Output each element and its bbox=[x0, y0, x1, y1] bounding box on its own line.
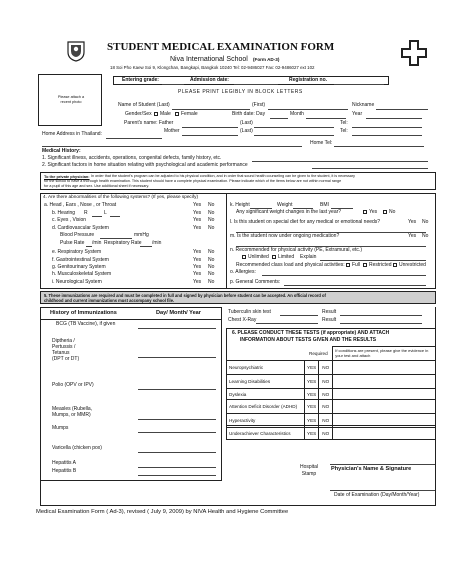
limited-checkbox[interactable] bbox=[272, 255, 276, 259]
unlimited-label: Unlimited bbox=[248, 254, 269, 260]
medical-history-line-2: 2. Significant factors in home situation relating with psychological and academic performance bbox=[42, 162, 248, 168]
system-item-8: f. Gastrointestinal System bbox=[52, 257, 109, 263]
system-item-2: c. Eyes , Vision bbox=[52, 217, 87, 223]
medical-history-line-1: 1. Significant illness, accidents, operations, congenital defects, family history, etc. bbox=[42, 155, 222, 161]
immunization-notice-line-1: 5. These immunizations are required and must be completed in full and signed by physician before student can be accepted. An official record of bbox=[44, 292, 326, 298]
system-yes-7[interactable]: Yes bbox=[193, 249, 202, 255]
condition-yes[interactable]: YES bbox=[305, 400, 319, 414]
explain-label: Explain bbox=[300, 254, 317, 260]
condition-yes[interactable]: YES bbox=[305, 361, 319, 375]
restricted-checkbox[interactable] bbox=[363, 263, 367, 267]
medical-history-heading: Medical History: bbox=[42, 148, 81, 154]
form-code: (Form AD-3) bbox=[253, 57, 280, 62]
student-last-name-field[interactable] bbox=[172, 109, 250, 110]
condition-name: Underachiever Characteristics bbox=[227, 428, 305, 440]
immunization-item-0: BCG (TB Vaccine), if given bbox=[56, 321, 116, 327]
mmhg-label: mmHg bbox=[134, 232, 149, 238]
exam-date-label: Date of Examination (Day/Month/Year) bbox=[334, 492, 420, 498]
father-last-label: (Last) bbox=[240, 120, 253, 126]
weight-label: Weight bbox=[277, 202, 293, 208]
full-checkbox[interactable] bbox=[346, 263, 350, 267]
system-item-0: a. Head , Ears , Nose , or Throat bbox=[44, 202, 117, 208]
system-no-3[interactable]: No bbox=[208, 225, 215, 231]
immunization-item-10: Hepatitis A bbox=[52, 460, 76, 466]
mother-name-field[interactable] bbox=[182, 135, 238, 136]
condition-no[interactable]: NO bbox=[319, 414, 333, 428]
system-item-4: Blood Pressure bbox=[60, 232, 95, 238]
unlimited-checkbox[interactable] bbox=[242, 255, 246, 259]
school-logo bbox=[66, 40, 86, 62]
birth-month-label: Month bbox=[290, 111, 304, 117]
immunization-item-2: Pertussis / bbox=[52, 344, 76, 350]
resp-per-min-label: /min bbox=[152, 240, 162, 246]
photo-instruction: Please attach a recent photo bbox=[57, 95, 85, 104]
physician-note-text-3: for a pupil of this age and sex. Use additional sheet if necessary. bbox=[44, 184, 150, 188]
height-label: k. Height bbox=[230, 202, 250, 208]
tb-result-label: Result bbox=[322, 309, 337, 315]
crest-icon bbox=[66, 40, 86, 62]
nickname-label: Nickname bbox=[352, 102, 375, 108]
weight-change-no-checkbox[interactable] bbox=[383, 210, 387, 214]
father-name-field[interactable] bbox=[182, 127, 238, 128]
footer-text: Medical Examination Form ( Ad-3), revised ( July 9, 2009) by NIVA Health and Hygiene Committee bbox=[36, 509, 289, 515]
recommended-class-label: Recommended class load and physical activities: bbox=[236, 262, 345, 268]
condition-no[interactable]: NO bbox=[319, 375, 333, 389]
mother-tel-label: Tel: bbox=[340, 128, 348, 134]
photo-box[interactable] bbox=[38, 74, 102, 126]
school-name: Niva International School bbox=[170, 56, 248, 63]
print-instructions: PLEASE PRINT LEGIBLY IN BLOCK LETTERS bbox=[178, 89, 303, 95]
condition-name: Dyslexia bbox=[227, 389, 305, 400]
mother-tel-field[interactable] bbox=[352, 135, 422, 136]
student-first-label: (First) bbox=[252, 102, 266, 108]
immunization-notice-line-2: childhood and current immunizations must accompany school file. bbox=[44, 298, 175, 303]
condition-yes[interactable]: YES bbox=[305, 414, 319, 428]
allergies-label: o. Allergies: bbox=[230, 269, 256, 275]
condition-no[interactable]: NO bbox=[319, 361, 333, 375]
physician-note-text-1: In order that the student's program can be adjusted to his physical condition, and in order that sound health counseling can be given to the student, it is necessary bbox=[91, 174, 355, 178]
immunization-date-header: Day/ Month/ Year bbox=[156, 310, 201, 316]
male-label: Male bbox=[160, 111, 171, 117]
mother-last-label: (Last) bbox=[240, 128, 253, 134]
mother-label: Mother bbox=[164, 128, 180, 134]
admission-date-field[interactable] bbox=[234, 84, 278, 85]
immunization-notice bbox=[40, 291, 436, 304]
physician-note-text-2: for the school to have a thorough health examination. This student should have a complete physical examination. Please indicate which of the items below are not within normal range bbox=[44, 179, 342, 183]
special-diet-yes: Yes bbox=[408, 219, 417, 225]
system-yes-8[interactable]: Yes bbox=[193, 257, 202, 263]
school-address: 18 Soi Pho Kaew Soi 9, Klongchan, Bangkapi, Bangkok 10240 Tel: 02-9486027 Fax: 02-9486027 ext 102 bbox=[110, 65, 315, 70]
evidence-header: If conditions are present, please give the evidence in your test and attach bbox=[333, 347, 436, 361]
ongoing-med-no: No bbox=[422, 233, 429, 239]
immunization-item-3: Tetanus bbox=[52, 350, 70, 356]
immunization-item-1: Diptheria / bbox=[52, 338, 75, 344]
medical-history-field-1[interactable] bbox=[252, 161, 428, 162]
immunization-item-9: Varicella (chicken pox) bbox=[52, 445, 102, 451]
system-yes-3[interactable]: Yes bbox=[193, 225, 202, 231]
system-no-0[interactable]: No bbox=[208, 202, 215, 208]
hearing-r-label: R bbox=[84, 210, 88, 216]
system-item-3: d. Cardiovascular System bbox=[52, 225, 109, 231]
parents-name-label: Parent's name: Father bbox=[124, 120, 174, 126]
admission-date-label: Admission date: bbox=[190, 77, 229, 83]
system-value-field-0[interactable] bbox=[92, 216, 102, 217]
bmi-label: BMI bbox=[320, 202, 329, 208]
male-checkbox[interactable] bbox=[154, 112, 158, 116]
system-item-11: i. Neurological System bbox=[52, 279, 102, 285]
condition-name: Learning Disabilities bbox=[227, 375, 305, 389]
hospital-stamp-label: Hospital Stamp bbox=[299, 464, 319, 477]
female-label: Female bbox=[181, 111, 198, 117]
immunization-item-4: (DPT or DT) bbox=[52, 356, 80, 362]
medical-cross-icon bbox=[401, 40, 427, 66]
condition-yes[interactable]: YES bbox=[305, 389, 319, 400]
form-title: STUDENT MEDICAL EXAMINATION FORM bbox=[107, 41, 335, 53]
entering-grade-field[interactable] bbox=[162, 84, 184, 85]
systems-question: 4. Are there abnormalities of the following systems? (If yes, please specify) bbox=[43, 194, 199, 199]
system-item-6: Respiratory Rate bbox=[104, 240, 142, 246]
entering-grade-label: Entering grade: bbox=[122, 77, 159, 83]
xray-result-label: Result bbox=[322, 317, 337, 323]
system-yes-0[interactable]: Yes bbox=[193, 202, 202, 208]
student-name-label: Name of Student (Last) bbox=[118, 102, 170, 108]
system-no-9[interactable]: No bbox=[208, 264, 215, 270]
system-no-2[interactable]: No bbox=[208, 217, 215, 223]
registration-no-label: Registration no. bbox=[289, 77, 328, 83]
birth-date-label: Birth date: Day bbox=[232, 111, 266, 117]
system-yes-2[interactable]: Yes bbox=[193, 217, 202, 223]
system-value-field-4[interactable] bbox=[140, 246, 152, 247]
system-yes-1[interactable]: Yes bbox=[193, 210, 202, 216]
system-value-field-2[interactable] bbox=[100, 238, 132, 239]
tb-test-label: Tuberculin skin test bbox=[228, 309, 271, 315]
general-comments-label: p. General Comments: bbox=[230, 279, 281, 285]
hearing-l-label: L bbox=[104, 210, 107, 216]
system-value-field-1[interactable] bbox=[110, 216, 120, 217]
condition-name: Hyperactivity bbox=[227, 414, 305, 428]
weight-change-no: No bbox=[389, 209, 396, 215]
immunization-item-8: Mumps bbox=[52, 425, 69, 431]
physician-note-box bbox=[40, 172, 436, 190]
father-last-field[interactable] bbox=[254, 127, 334, 128]
section6-line-2: INFORMATION ABOUT TESTS GIVEN AND THE RESULTS bbox=[240, 337, 377, 343]
system-value-field-3[interactable] bbox=[86, 246, 92, 247]
physician-signature-label: Physician's Name & Signature bbox=[331, 466, 412, 472]
restricted-label: Restricted bbox=[369, 262, 392, 268]
physician-note-label: To the private physician: bbox=[44, 174, 90, 179]
immunization-item-7: Mumps, or MMR) bbox=[52, 412, 91, 418]
systems-divider bbox=[226, 193, 227, 289]
system-item-1: b. Hearing bbox=[52, 210, 76, 216]
section6-line-1: 6. PLEASE CONDUCT THESE TESTS (if appropriate) AND ATTACH bbox=[232, 330, 390, 336]
father-tel-label: Tel: bbox=[340, 120, 348, 126]
system-yes-11[interactable]: Yes bbox=[193, 279, 202, 285]
weight-change-question: Any significant weight changes in the last year? bbox=[236, 209, 342, 215]
bottom-frame bbox=[40, 307, 436, 506]
medical-history-field-2[interactable] bbox=[312, 168, 428, 169]
explain-field[interactable] bbox=[320, 260, 426, 261]
condition-name: Neuropsychiatric bbox=[227, 361, 305, 375]
xray-label: Chest X-Ray bbox=[228, 317, 257, 323]
registration-no-field[interactable] bbox=[334, 84, 384, 85]
immunization-item-5: Polio (OPV or IPV) bbox=[52, 382, 94, 388]
system-no-10[interactable]: No bbox=[208, 271, 215, 277]
birth-month-field[interactable] bbox=[306, 118, 346, 119]
system-no-11[interactable]: No bbox=[208, 279, 215, 285]
unrestricted-checkbox[interactable] bbox=[393, 263, 397, 267]
student-first-name-field[interactable] bbox=[268, 109, 348, 110]
condition-yes[interactable]: YES bbox=[305, 428, 319, 440]
female-checkbox[interactable] bbox=[175, 112, 179, 116]
special-diet-no: No bbox=[422, 219, 429, 225]
condition-no[interactable]: NO bbox=[319, 428, 333, 440]
full-label: Full bbox=[352, 262, 361, 268]
weight-change-yes-checkbox[interactable] bbox=[363, 210, 367, 214]
birth-year-label: Year bbox=[352, 111, 363, 117]
home-tel-label: Home Tel: bbox=[310, 140, 333, 146]
ongoing-med-question: m. Is the student now under ongoing medication? bbox=[230, 233, 340, 239]
gender-label: Gender/Sex bbox=[125, 111, 152, 117]
system-item-7: e. Respiratory System bbox=[52, 249, 102, 255]
home-tel-field[interactable] bbox=[334, 146, 424, 147]
system-no-1[interactable]: No bbox=[208, 210, 215, 216]
father-tel-field[interactable] bbox=[352, 127, 422, 128]
condition-no[interactable]: NO bbox=[319, 389, 333, 400]
unrestricted-label: Unrestricted bbox=[399, 262, 426, 268]
ongoing-med-yes: Yes bbox=[408, 233, 417, 239]
condition-no[interactable]: NO bbox=[319, 400, 333, 414]
home-address-field-2[interactable] bbox=[42, 146, 302, 147]
general-comments-field[interactable] bbox=[284, 285, 426, 286]
immunization-header: History of Immunizations bbox=[50, 310, 117, 316]
weight-change-yes: Yes bbox=[369, 209, 378, 215]
nickname-field[interactable] bbox=[376, 109, 428, 110]
system-item-10: h. Musculoskeletal System bbox=[52, 271, 112, 277]
physical-activity-question: n. Recommended for physical activity (PE, Extramural, etc.) bbox=[230, 247, 362, 253]
condition-name: Attention Deficit Disorder (ADHD) bbox=[227, 400, 305, 414]
system-item-9: g. Genitourinary System bbox=[52, 264, 106, 270]
condition-yes[interactable]: YES bbox=[305, 375, 319, 389]
system-no-7[interactable]: No bbox=[208, 249, 215, 255]
home-address-field[interactable] bbox=[106, 138, 162, 139]
birth-year-field[interactable] bbox=[366, 118, 422, 119]
immunization-item-6: Measles (Rubella, bbox=[52, 406, 93, 412]
required-header: Required bbox=[309, 350, 328, 356]
system-yes-9[interactable]: Yes bbox=[193, 264, 202, 270]
allergies-field[interactable] bbox=[262, 275, 426, 276]
mother-last-field[interactable] bbox=[254, 135, 334, 136]
limited-label: Limited bbox=[278, 254, 295, 260]
system-yes-10[interactable]: Yes bbox=[193, 271, 202, 277]
birth-day-field[interactable] bbox=[270, 118, 288, 119]
system-item-5: Pulse Rate bbox=[60, 240, 85, 246]
system-no-8[interactable]: No bbox=[208, 257, 215, 263]
home-address-label: Home Address in Thailand: bbox=[42, 131, 102, 137]
special-diet-question: l. Is this student on special diet for any medical or emotional needs? bbox=[230, 219, 381, 225]
immunization-item-11: Hepatitis B bbox=[52, 468, 77, 474]
pulse-per-min-label: /min bbox=[92, 240, 102, 246]
